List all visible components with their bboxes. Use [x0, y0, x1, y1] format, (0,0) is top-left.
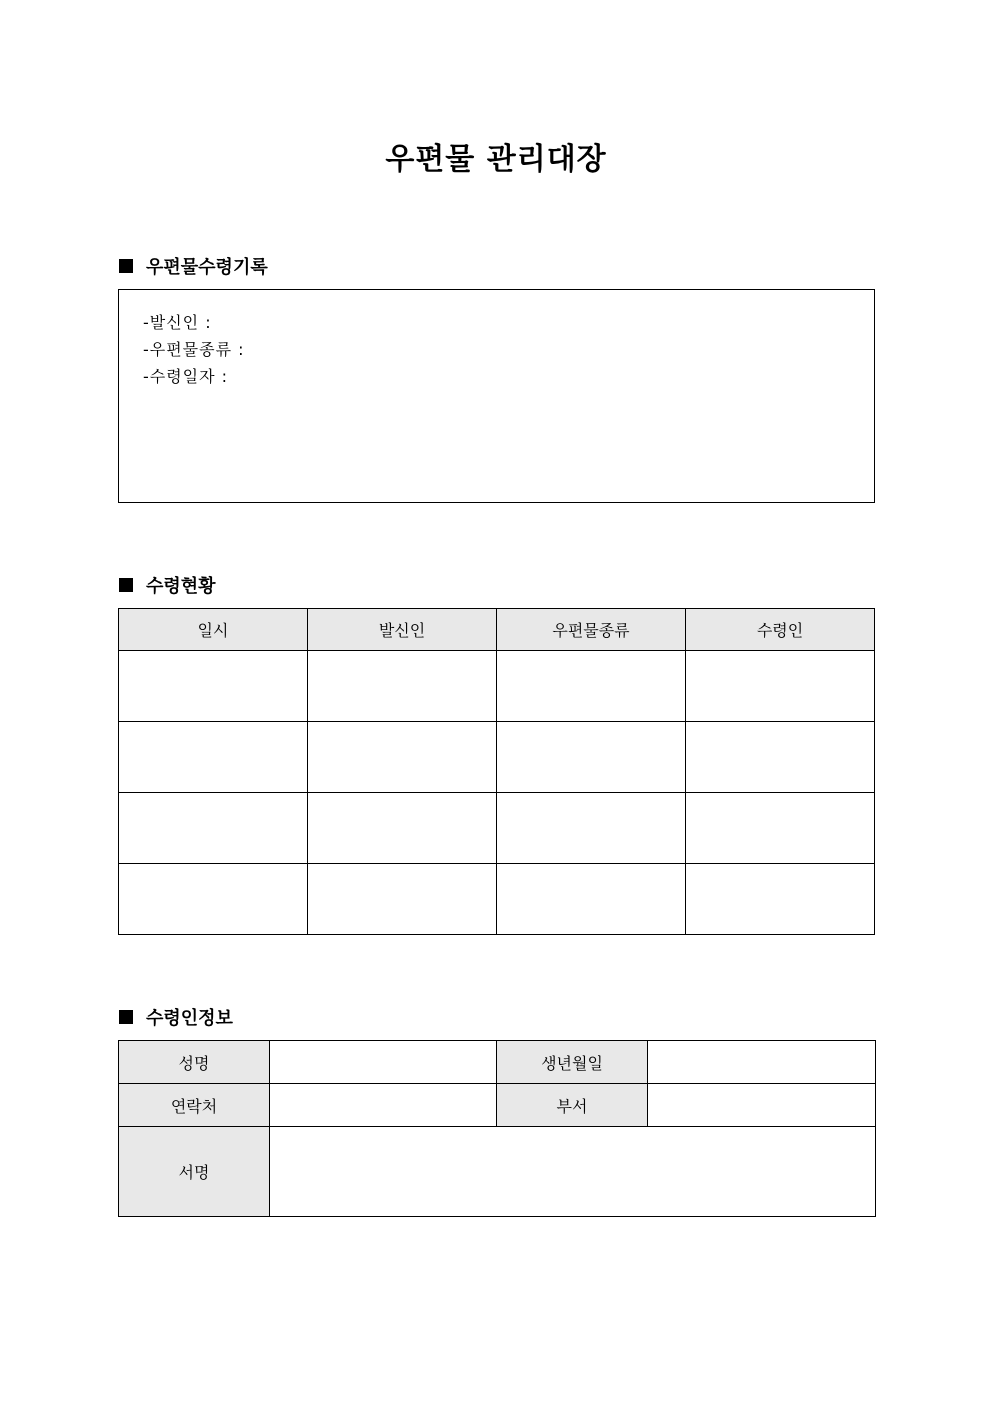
- signature-label: 서명: [119, 1127, 270, 1217]
- page-title: 우편물 관리대장: [385, 142, 607, 177]
- square-bullet-icon: [119, 1010, 133, 1024]
- record-line-mail-type: -우편물종류 :: [143, 340, 245, 359]
- table-cell[interactable]: [308, 651, 497, 722]
- table-cell[interactable]: [686, 793, 875, 864]
- status-table: [118, 608, 875, 935]
- record-line-received-date: -수령일자 :: [143, 367, 229, 386]
- table-cell[interactable]: [119, 722, 308, 793]
- contact-label: 연락처: [119, 1084, 270, 1127]
- table-cell[interactable]: [686, 864, 875, 935]
- section-heading-record-label: 우편물수령기록: [146, 257, 268, 278]
- table-cell[interactable]: [497, 864, 686, 935]
- name-label: 성명: [119, 1041, 270, 1084]
- table-row: [119, 864, 875, 935]
- contact-field[interactable]: [270, 1084, 497, 1127]
- table-row: [119, 793, 875, 864]
- table-cell[interactable]: [686, 651, 875, 722]
- square-bullet-icon: [119, 578, 133, 592]
- table-cell[interactable]: [119, 793, 308, 864]
- info-row-signature: [119, 1127, 876, 1217]
- birth-label: 생년월일: [497, 1041, 648, 1084]
- square-bullet-icon: [119, 259, 133, 273]
- name-field[interactable]: [270, 1041, 497, 1084]
- section-heading-status: [119, 572, 216, 598]
- section-heading-recipient-label: 수령인정보: [146, 1008, 233, 1029]
- column-header-sender: 발신인: [308, 609, 497, 651]
- table-cell[interactable]: [686, 722, 875, 793]
- column-header-mail-type: 우편물종류: [497, 609, 686, 651]
- info-row-name-birth: [119, 1041, 876, 1084]
- table-row: [119, 722, 875, 793]
- recipient-info-table: [118, 1040, 876, 1217]
- info-row-contact-department: [119, 1084, 876, 1127]
- section-heading-record: [119, 253, 268, 279]
- department-label: 부서: [497, 1084, 648, 1127]
- table-row: [119, 651, 875, 722]
- birth-field[interactable]: [648, 1041, 876, 1084]
- column-header-datetime: 일시: [119, 609, 308, 651]
- record-line-sender: -발신인 :: [143, 313, 212, 332]
- section-heading-recipient: [119, 1004, 233, 1030]
- column-header-recipient: 수령인: [686, 609, 875, 651]
- table-cell[interactable]: [119, 864, 308, 935]
- table-cell[interactable]: [497, 793, 686, 864]
- table-cell[interactable]: [308, 864, 497, 935]
- table-cell[interactable]: [497, 722, 686, 793]
- section-heading-status-label: 수령현황: [146, 576, 216, 597]
- table-cell[interactable]: [308, 722, 497, 793]
- table-cell[interactable]: [497, 651, 686, 722]
- status-table-header-row: [119, 609, 875, 651]
- table-cell[interactable]: [119, 651, 308, 722]
- record-box[interactable]: [118, 289, 875, 503]
- table-cell[interactable]: [308, 793, 497, 864]
- signature-field[interactable]: [270, 1127, 876, 1217]
- department-field[interactable]: [648, 1084, 876, 1127]
